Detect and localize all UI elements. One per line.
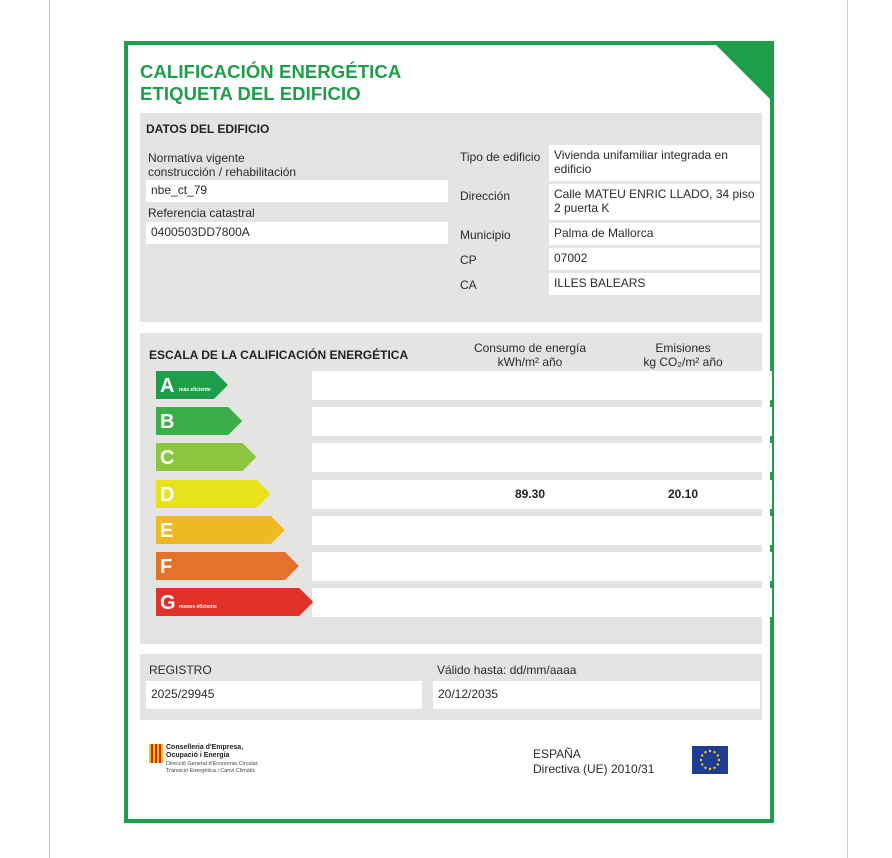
menos-eficiente-text: menos eficiente xyxy=(179,604,217,611)
scale-row-e xyxy=(312,516,772,545)
escala-panel xyxy=(140,333,762,644)
referencia-value: 0400503DD7800A xyxy=(146,222,448,244)
energy-label xyxy=(124,41,774,823)
class-letter-c: C xyxy=(160,447,175,470)
class-letter-a: A xyxy=(160,375,175,397)
escala-heading: ESCALA DE LA CALIFICACIÓN ENERGÉTICA xyxy=(149,348,409,362)
referencia-label: Referencia catastral xyxy=(148,206,255,220)
emisiones-value: 20.10 xyxy=(667,486,699,501)
page-subtitle: ETIQUETA DEL EDIFICIO xyxy=(140,83,361,104)
eu-star xyxy=(701,754,703,756)
directiva-text: Directiva (UE) 2010/31 xyxy=(533,762,655,776)
cp-label: CP xyxy=(460,253,477,267)
scale-row-c xyxy=(312,443,772,472)
scale-row-f xyxy=(312,552,772,581)
tipo-label: Tipo de edificio xyxy=(460,150,541,164)
municipio-label: Municipio xyxy=(460,228,511,242)
registro-label: REGISTRO xyxy=(149,663,212,677)
valido-label: Válido hasta: dd/mm/aaaa xyxy=(437,663,577,677)
cp-value: 07002 xyxy=(549,248,760,270)
registro-value: 2025/29945 xyxy=(146,681,422,709)
valido-value: 20/12/2035 xyxy=(433,681,760,709)
espana-text: ESPAÑA xyxy=(533,747,581,761)
tipo-value: Vivienda unifamiliar integrada en edificio xyxy=(549,145,760,181)
class-letter-g: G xyxy=(160,592,176,615)
class-letter-f: F xyxy=(160,556,173,578)
municipio-value: Palma de Mallorca xyxy=(549,223,760,245)
eu-flag-icon xyxy=(692,746,728,774)
class-arrow-a xyxy=(156,371,228,399)
class-arrow-f xyxy=(156,552,299,580)
direccio-text: Direcció General d'Economia Circular, Transició Energètica i Canvi Climàtic xyxy=(166,761,259,774)
eu-star xyxy=(713,767,715,769)
eu-star xyxy=(717,754,719,756)
class-letter-e: E xyxy=(160,519,174,542)
eu-star xyxy=(718,759,720,761)
eu-star xyxy=(701,763,703,765)
eu-star xyxy=(709,750,711,752)
mas-eficiente-text: más eficiente xyxy=(179,387,211,393)
normativa-label: Normativa vigente construcción / rehabilitación xyxy=(148,151,297,179)
class-arrow-d xyxy=(156,480,271,508)
class-letter-d: D xyxy=(160,483,175,506)
class-arrow-g xyxy=(156,588,313,616)
conselleria-text: Conselleria d'Empresa, Ocupació i Energia xyxy=(166,744,244,759)
normativa-value: nbe_ct_79 xyxy=(146,180,448,202)
page-title: CALIFICACIÓN ENERGÉTICA xyxy=(140,61,402,82)
class-arrow-c xyxy=(156,443,256,471)
scale-row-b xyxy=(312,407,772,436)
registro-panel xyxy=(140,654,762,720)
page-edge-left xyxy=(49,0,50,858)
class-arrow-e xyxy=(156,516,285,544)
page-edge-right xyxy=(847,0,848,858)
emisiones-header: Emisiones kg CO₂/m² año xyxy=(643,341,723,369)
ca-label: CA xyxy=(460,278,477,292)
direccion-value: Calle MATEU ENRIC LLADO, 34 piso 2 puerta K xyxy=(549,184,760,220)
class-arrow-b xyxy=(156,407,242,435)
datos-heading: DATOS DEL EDIFICIO xyxy=(146,122,270,136)
eu-star xyxy=(704,751,706,753)
govern-balear-logo-icon xyxy=(149,744,163,763)
consumo-header: Consumo de energía kWh/m² año xyxy=(473,341,587,369)
class-letter-b: B xyxy=(160,411,175,434)
eu-star xyxy=(713,751,715,753)
eu-star xyxy=(700,759,702,761)
scale-row-a xyxy=(312,371,772,400)
eu-star xyxy=(709,768,711,770)
ca-value: ILLES BALEARS xyxy=(549,273,760,295)
datos-panel xyxy=(140,113,762,322)
eu-star xyxy=(704,767,706,769)
corner-triangle-icon xyxy=(712,41,774,103)
direccion-label: Dirección xyxy=(460,189,511,203)
consumo-value: 89.30 xyxy=(514,486,546,501)
eu-star xyxy=(717,763,719,765)
scale-row-g xyxy=(312,588,772,617)
